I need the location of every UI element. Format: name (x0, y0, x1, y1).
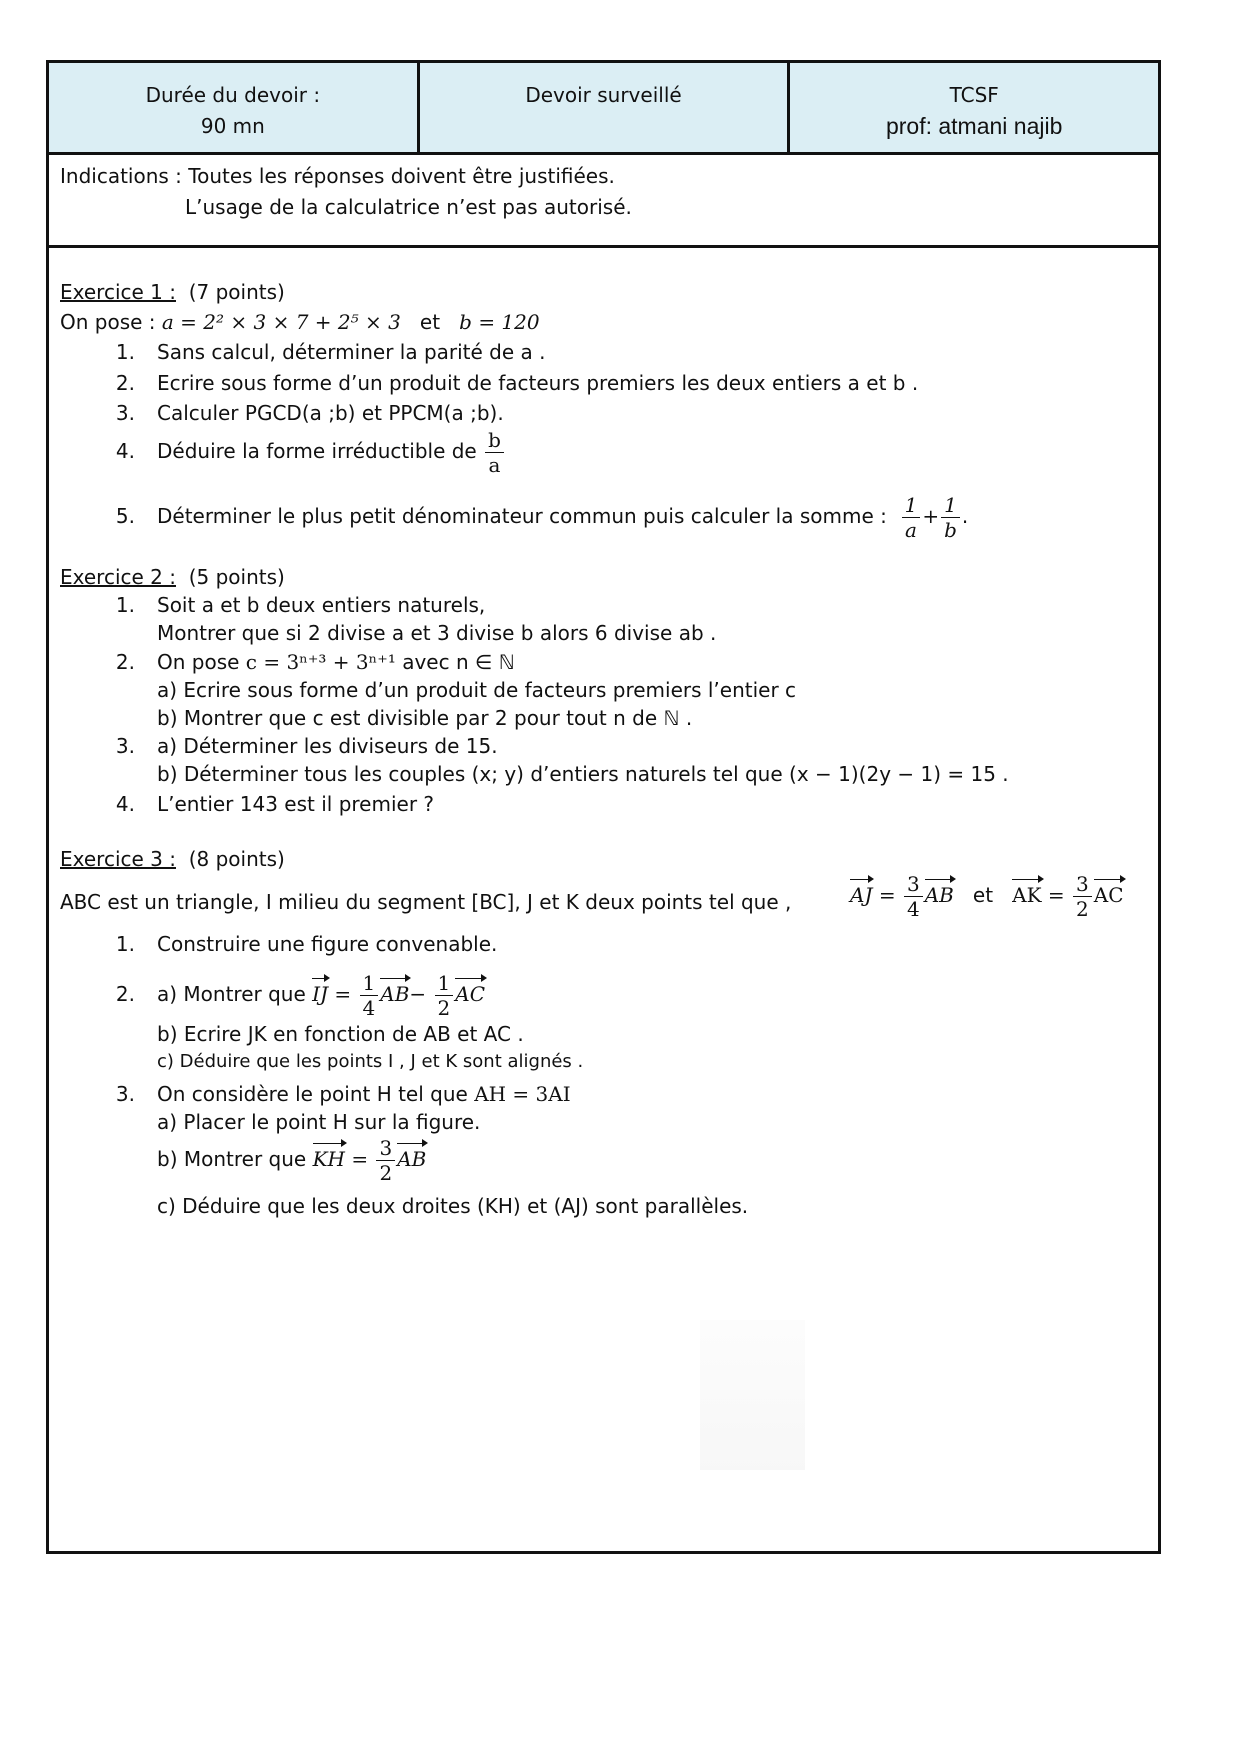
ex2-title: Exercice 2 : (60, 565, 176, 589)
ex2-q3: 3. a) Déterminer les diviseurs de 15. (115, 734, 498, 758)
indication-line-1: Indications : Toutes les réponses doivent être justifiées. (60, 164, 615, 188)
ex1-q2-text: Ecrire sous forme d’un produit de facteurs premiers les deux entiers a et b . (157, 371, 919, 395)
ex2-q1a-text: Soit a et b deux entiers naturels, (157, 593, 486, 617)
ex2-q3b (60, 760, 1009, 788)
fraction-1-2: $\frac{1}{2}$ (435, 971, 454, 1020)
ex3-q3: 3. On considère le point H tel que AH = 3AI (115, 1082, 571, 1106)
exam-title: Devoir surveillé (525, 83, 682, 107)
ex3-q3c (60, 1192, 748, 1220)
ex3-q3-formula: AH = 3AI (474, 1082, 571, 1106)
ex1-q1: 1. Sans calcul, déterminer la parité de a . (115, 340, 546, 364)
indication-line-2: L’usage de la calculatrice n’est pas autorisé. (185, 195, 632, 219)
ex3-q3a (60, 1108, 480, 1136)
vector-AK: AK (1012, 883, 1042, 907)
vector-AC: AC (1093, 883, 1124, 907)
ex2-q2a (60, 676, 796, 704)
faint-watermark (700, 1320, 805, 1470)
vector-AB-2: AB (380, 982, 410, 1006)
ex1-q5: 5. Déterminer le plus petit dénominateur commun puis calculer la somme : $\frac{1}{a}$ + $\frac{1}{b}$ . (115, 493, 969, 542)
fraction-b-over-a: $\frac{b}{a}$ (485, 428, 504, 477)
ex3-intro-et: et (972, 883, 994, 907)
ex3-q3a-text: a) Placer le point H sur la figure. (157, 1110, 481, 1134)
ex1-q1-text: Sans calcul, déterminer la parité de a . (157, 340, 546, 364)
ex1-intro-prefix: On pose : (60, 310, 156, 334)
ex3-intro-text: ABC est un triangle, I milieu du segment [BC], J et K deux points tel que , (60, 890, 792, 914)
fraction-1-4: $\frac{1}{4}$ (360, 971, 379, 1020)
ex1-intro-et: et (419, 310, 441, 334)
ex2-q3b-text: b) Déterminer tous les couples (x; y) d’entiers naturels tel que (x − 1)(2y − 1) = 15 . (157, 762, 1009, 786)
ex3-intro (60, 888, 791, 916)
ex3-q2a: 2. a) Montrer que IJ = $\frac{1}{4}$ AB− $\frac{1}{2}$ AC (115, 971, 486, 1020)
ex2-q1: 1. Soit a et b deux entiers naturels, (115, 593, 486, 617)
ex1-q3-text: Calculer PGCD(a ;b) et PPCM(a ;b). (157, 401, 504, 425)
vector-AJ: AJ (850, 883, 873, 907)
ex3-q2b-text: b) Ecrire JK en fonction de AB et AC . (157, 1022, 524, 1046)
vector-AB-3: AB (397, 1147, 427, 1171)
fraction-3-2-b: $\frac{3}{2}$ (376, 1136, 395, 1185)
teacher-name: prof: atmani najib (885, 113, 1063, 139)
duration-value: 90 mn (200, 114, 265, 138)
ex2-q4-text: L’entier 143 est il premier ? (157, 792, 435, 816)
ex1-heading (60, 278, 285, 306)
ex1-intro (60, 308, 540, 336)
ex2-heading (60, 563, 285, 591)
ex3-title: Exercice 3 : (60, 847, 176, 871)
ex3-q2a-text: a) Montrer que (157, 982, 306, 1006)
indications-box (49, 155, 1158, 248)
ex3-q3-text: On considère le point H tel que (157, 1082, 468, 1106)
ex1-q4: 4. Déduire la forme irréductible de $\frac{b}{a}$ (60, 428, 506, 477)
ex2-q2-text: On pose (157, 650, 240, 674)
class-name: TCSF (949, 83, 999, 107)
ex2-q1b (60, 619, 716, 647)
exam-frame (46, 60, 1161, 1554)
ex3-q3b-text: b) Montrer que (157, 1147, 307, 1171)
ex3-q3c-text: c) Déduire que les deux droites (KH) et (AJ) sont parallèles. (157, 1194, 749, 1218)
ex1-q3: 3. Calculer PGCD(a ;b) et PPCM(a ;b). (115, 401, 504, 425)
vector-AC-2: AC (455, 982, 486, 1006)
ex3-q2b (60, 1020, 524, 1048)
fraction-1-over-a: $\frac{1}{a}$ (902, 493, 921, 542)
fraction-3-2: $\frac{3}{2}$ (1073, 872, 1092, 921)
fraction-3-4: $\frac{3}{4}$ (904, 872, 923, 921)
ex2-q2b (60, 704, 692, 732)
ex2-q4: 4. L’entier 143 est il premier ? (115, 792, 435, 816)
ex3-points: (8 points) (188, 847, 285, 871)
ex3-q2c-text: c) Déduire que les points I , J et K sont alignés . (157, 1051, 584, 1072)
vector-KH: KH (312, 1147, 345, 1171)
ex2-q2-formula: c = 3ⁿ⁺³ + 3ⁿ⁺¹ (245, 650, 396, 674)
fraction-1-over-b: $\frac{1}{b}$ (941, 493, 960, 542)
ex1-title: Exercice 1 : (60, 280, 176, 304)
ex1-points: (7 points) (188, 280, 285, 304)
ex1-q5-text: Déterminer le plus petit dénominateur commun puis calculer la somme : (157, 504, 887, 528)
duration-label: Durée du devoir : (145, 83, 321, 107)
ex2-q3a-text: a) Déterminer les diviseurs de 15. (157, 734, 498, 758)
title-cell (420, 63, 791, 152)
vector-AB: AB (924, 883, 954, 907)
ex3-q3b: b) Montrer que KH = $\frac{3}{2}$ AB (157, 1136, 427, 1185)
ex2-q2-avec: avec n ∈ ℕ (402, 650, 515, 674)
ex2-q2b-text: b) Montrer que c est divisible par 2 pour tout n de ℕ . (157, 706, 693, 730)
duration-cell (49, 63, 420, 152)
ex2-q2a-text: a) Ecrire sous forme d’un produit de facteurs premiers l’entier c (157, 678, 797, 702)
ex3-q1: 1. Construire une figure convenable. (115, 932, 498, 956)
ex1-q4-text: Déduire la forme irréductible de (157, 439, 477, 463)
ex3-q2c (60, 1048, 583, 1076)
vector-IJ: IJ (312, 982, 329, 1006)
ex3-heading (60, 845, 285, 873)
ex2-q1b-text: Montrer que si 2 divise a et 3 divise b alors 6 divise ab . (157, 621, 717, 645)
ex1-formula-a: a = 2² × 3 × 7 + 2⁵ × 3 (161, 310, 401, 334)
ex3-vectors: AJ = $\frac{3}{4}$ AB et AK = $\frac{3}{2}$ AC (850, 872, 1124, 921)
ex2-points: (5 points) (188, 565, 285, 589)
class-cell (790, 63, 1158, 152)
ex2-q2: 2. On pose c = 3ⁿ⁺³ + 3ⁿ⁺¹ avec n ∈ ℕ (115, 650, 515, 674)
header-table (49, 63, 1158, 155)
ex1-q2: 2. Ecrire sous forme d’un produit de facteurs premiers les deux entiers a et b . (115, 371, 919, 395)
ex1-formula-b: b = 120 (459, 310, 540, 334)
ex3-q1-text: Construire une figure convenable. (157, 932, 498, 956)
